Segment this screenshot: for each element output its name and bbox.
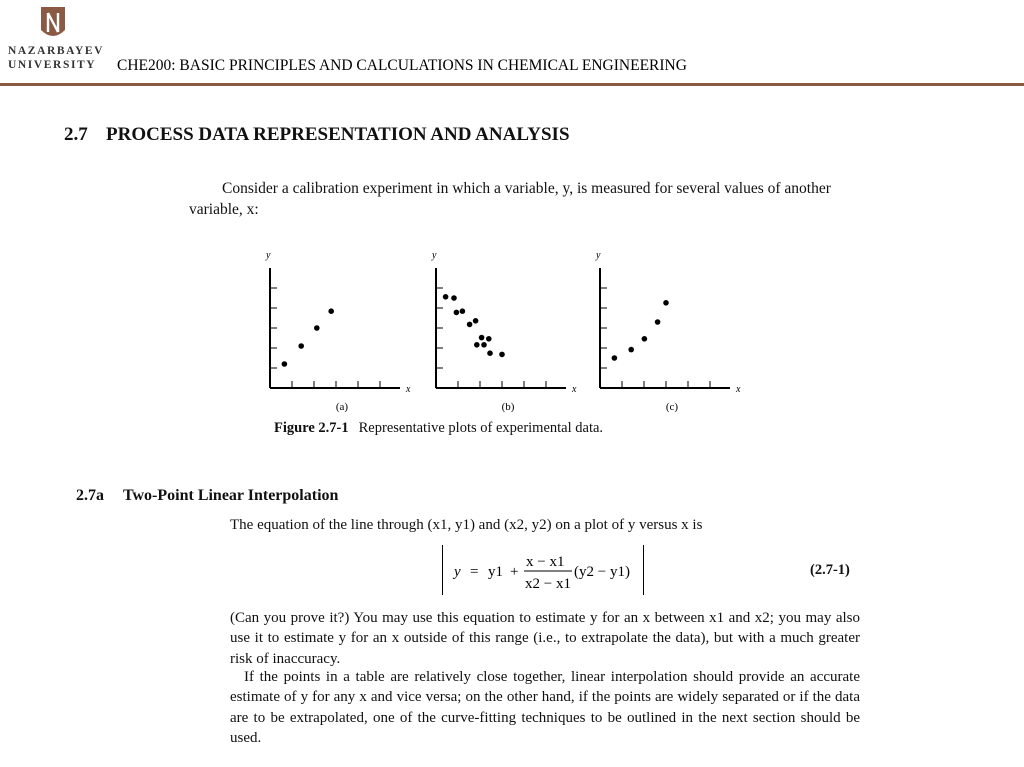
plot-1-point <box>499 352 505 358</box>
course-title: CHE200: BASIC PRINCIPLES AND CALCULATIONS IN CHEMICAL ENGINEERING <box>117 57 687 74</box>
equation-number: (2.7-1) <box>810 562 850 578</box>
header-rule <box>0 83 1024 86</box>
plot-1-point <box>443 294 449 300</box>
eq-denominator: x2 − x1 <box>525 576 571 592</box>
plot-1-point <box>454 310 460 316</box>
figure-caption <box>274 420 603 437</box>
figure-plots <box>240 240 760 420</box>
plot-0-xlabel: x <box>406 384 411 395</box>
figure-caption-text: Representative plots of experimental data. <box>358 420 604 436</box>
section-intro: Consider a calibration experiment in which a variable, y, is measured for several values of another variable, x: <box>189 180 831 218</box>
plot-2-point <box>663 300 669 306</box>
eq-y1: y1 <box>488 564 503 580</box>
paragraph-1: (Can you prove it?) You may use this equation to estimate y for an x between x1 and x2; you may also use it to estimate y for an x outside of this range (i.e., to extrapolate the data), but with a much greater risk of inaccuracy. <box>230 610 860 667</box>
plot-2-ylabel: y <box>596 250 601 261</box>
equation <box>450 548 640 594</box>
subsection-title <box>76 487 338 505</box>
plot-1-ylabel: y <box>432 250 437 261</box>
plot-1-title: (b) <box>501 401 515 413</box>
figure-label: Figure 2.7-1 <box>274 420 349 436</box>
plot-1-point <box>486 336 492 342</box>
university-line-1: NAZARBAYEV <box>8 45 105 57</box>
section-number: 2.7 <box>64 124 88 145</box>
section-title-text: PROCESS DATA REPRESENTATION AND ANALYSIS <box>106 124 570 145</box>
section-title <box>64 124 570 146</box>
university-line-2: UNIVERSITY <box>8 59 97 71</box>
eq-numerator: x − x1 <box>526 554 565 570</box>
eq-lhs: y <box>454 564 461 580</box>
plot-1-point <box>473 318 479 324</box>
plot-1-point <box>474 342 480 348</box>
plot-2-point <box>612 355 618 361</box>
nu-logo-icon <box>40 6 66 42</box>
plot-0-point <box>314 325 320 331</box>
plot-1-point <box>479 335 485 341</box>
equation-intro: The equation of the line through (x1, y1) and (x2, y2) on a plot of y versus x is <box>230 517 703 533</box>
plot-2-point <box>655 319 661 325</box>
eq-equals: = <box>470 564 479 580</box>
paragraph-2: If the points in a table are relatively close together, linear interpolation should provide an accurate estimate of y for any x and vice versa; on the other hand, if the points are widely separated or if the data are to be extrapolated, one of the curve-fitting techniques to be outlined in the next section should be used. <box>230 669 860 746</box>
subsection-title-text: Two-Point Linear Interpolation <box>123 487 339 504</box>
university-name <box>8 44 104 72</box>
plot-1-point <box>487 350 493 356</box>
plot-2-point <box>628 347 634 353</box>
plot-2-point <box>642 336 648 342</box>
plot-1-point <box>467 322 473 328</box>
plot-1-xlabel: x <box>572 384 577 395</box>
plot-0-point <box>298 343 304 349</box>
plot-0-title: (a) <box>335 401 349 413</box>
plot-2-title: (c) <box>665 401 679 413</box>
plot-1-point <box>451 295 457 301</box>
subsection-number: 2.7a <box>76 487 104 504</box>
plot-0-point <box>328 308 334 314</box>
eq-tail: (y2 − y1) <box>574 564 630 580</box>
plot-0-point <box>282 361 288 367</box>
plot-1-point <box>460 308 466 314</box>
plot-1-point <box>481 342 487 348</box>
eq-plus: + <box>510 564 519 580</box>
plot-0-ylabel: y <box>266 250 271 261</box>
plot-2-xlabel: x <box>736 384 741 395</box>
